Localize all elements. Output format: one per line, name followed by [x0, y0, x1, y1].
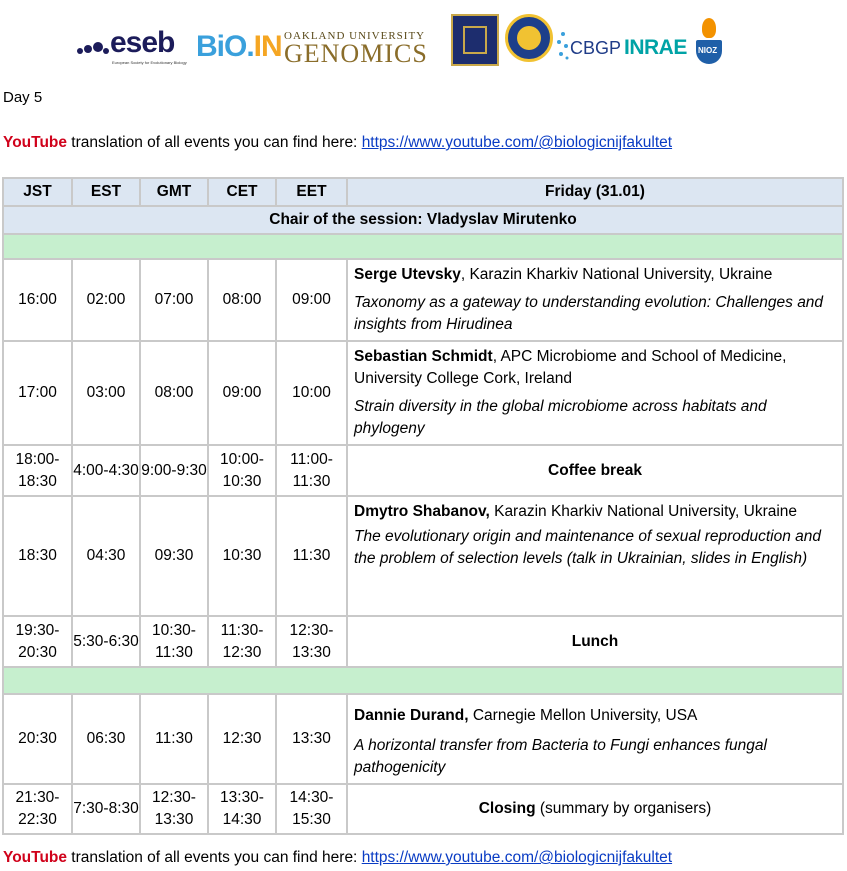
time-gmt: 09:30 [140, 496, 208, 616]
table-row [3, 259, 843, 341]
oakland-bottom-text: GENOMICS [284, 39, 428, 68]
speaker-name: Serge Utevsky [354, 266, 461, 283]
eseb-dots-icon [76, 40, 110, 56]
talk-cell [347, 259, 843, 341]
coffee-break-cell: Coffee break [347, 445, 843, 496]
nioz-logo [694, 18, 724, 66]
youtube-notice-text: translation of all events you can find here: [67, 134, 362, 151]
time-cet: 10:30 [208, 496, 276, 616]
time-jst: 18:00-18:30 [3, 445, 72, 496]
cbgp-wordmark: CBGP [570, 38, 622, 58]
time-cet: 11:30-12:30 [208, 616, 276, 667]
time-gmt: 11:30 [140, 694, 208, 784]
time-est: 02:00 [72, 259, 140, 341]
youtube-notice-bottom [3, 849, 672, 867]
time-cet: 13:30-14:30 [208, 784, 276, 834]
speaker-affiliation: Karazin Kharkiv National University, Ukraine [489, 503, 798, 520]
col-header-jst: JST [3, 178, 72, 206]
table-row [3, 445, 843, 496]
chair-row [3, 206, 843, 234]
time-gmt: 07:00 [140, 259, 208, 341]
cbgp-logo [556, 28, 620, 64]
crest-logo-icon [451, 14, 499, 66]
bioin-wordmark-b: IN [253, 30, 282, 63]
closing-label: Closing [478, 800, 536, 817]
time-gmt: 9:00-9:30 [140, 445, 208, 496]
time-eet: 10:00 [276, 341, 347, 445]
table-row [3, 784, 843, 834]
bioin-wordmark-a: BiO. [196, 30, 254, 63]
table-row [3, 616, 843, 667]
time-eet: 12:30-13:30 [276, 616, 347, 667]
time-eet: 14:30-15:30 [276, 784, 347, 834]
oakland-genomics-logo [284, 30, 448, 66]
col-header-cet: CET [208, 178, 276, 206]
time-jst: 18:30 [3, 496, 72, 616]
time-eet: 09:00 [276, 259, 347, 341]
youtube-brand: YouTube [3, 134, 67, 151]
col-header-gmt: GMT [140, 178, 208, 206]
speaker-name: Dannie Durand, [354, 707, 469, 724]
time-cet: 09:00 [208, 341, 276, 445]
talk-title: Taxonomy as a gateway to understanding evolution: Challenges and insights from Hirudinea [354, 294, 824, 333]
talk-title: The evolutionary origin and maintenance of sexual reproduction and the problem of selection levels (talk in Ukrainian, slides in English) [354, 528, 822, 567]
youtube-channel-link[interactable]: https://www.youtube.com/@biologicnijfakultet [361, 849, 673, 866]
schedule-table [2, 177, 844, 835]
time-gmt: 08:00 [140, 341, 208, 445]
time-gmt: 12:30-13:30 [140, 784, 208, 834]
talk-cell [347, 496, 843, 616]
closing-note: (summary by organisers) [535, 800, 712, 817]
talk-title: A horizontal transfer from Bacteria to Fungi enhances fungal pathogenicity [354, 737, 767, 776]
time-est: 5:30-6:30 [72, 616, 140, 667]
time-cet: 10:00-10:30 [208, 445, 276, 496]
oakland-top-text: OAKLAND UNIVERSITY [284, 30, 426, 42]
time-jst: 20:30 [3, 694, 72, 784]
talk-title: Strain diversity in the global microbiome across habitats and phylogeny [354, 398, 767, 437]
time-eet: 11:30 [276, 496, 347, 616]
time-jst: 21:30-22:30 [3, 784, 72, 834]
col-header-est: EST [72, 178, 140, 206]
sponsor-logos [0, 0, 847, 80]
col-header-day: Friday (31.01) [347, 178, 843, 206]
youtube-notice-top [3, 134, 672, 152]
time-gmt: 10:30-11:30 [140, 616, 208, 667]
bioin-logo [196, 30, 282, 64]
table-row [3, 341, 843, 445]
time-est: 06:30 [72, 694, 140, 784]
table-row [3, 496, 843, 616]
col-header-eet: EET [276, 178, 347, 206]
time-est: 4:00-4:30 [72, 445, 140, 496]
time-cet: 12:30 [208, 694, 276, 784]
time-jst: 16:00 [3, 259, 72, 341]
time-eet: 11:00-11:30 [276, 445, 347, 496]
speaker-affiliation: , Karazin Kharkiv National University, Ukraine [460, 266, 773, 283]
speaker-name: Sebastian Schmidt [354, 348, 493, 365]
table-row [3, 694, 843, 784]
lunch-cell: Lunch [347, 616, 843, 667]
speaker-name: Dmytro Shabanov, [354, 503, 490, 520]
eseb-tagline: European Society for Evolutionary Biology [112, 60, 187, 65]
spacer-row [3, 234, 843, 259]
time-est: 7:30-8:30 [72, 784, 140, 834]
session-chair: Chair of the session: Vladyslav Mirutenko [3, 206, 843, 234]
youtube-channel-link[interactable]: https://www.youtube.com/@biologicnijfakultet [361, 134, 673, 151]
time-est: 04:30 [72, 496, 140, 616]
time-jst: 17:00 [3, 341, 72, 445]
talk-cell [347, 694, 843, 784]
speaker-affiliation: , APC Microbiome and School of Medicine, University College Cork, Ireland [354, 348, 787, 387]
time-est: 03:00 [72, 341, 140, 445]
cbgp-dots-icon [556, 28, 570, 64]
nioz-wordmark: NIOZ [698, 46, 718, 55]
youtube-notice-text: translation of all events you can find here: [67, 849, 362, 866]
closing-cell [347, 784, 843, 834]
flame-icon [702, 18, 716, 38]
inrae-logo: INRAE [624, 36, 687, 59]
time-jst: 19:30-20:30 [3, 616, 72, 667]
talk-cell [347, 341, 843, 445]
day-label: Day 5 [3, 89, 43, 106]
youtube-brand: YouTube [3, 849, 67, 866]
eseb-logo [76, 26, 192, 66]
university-seal-icon [505, 14, 553, 62]
time-eet: 13:30 [276, 694, 347, 784]
eseb-wordmark: eseb [110, 26, 175, 59]
spacer-row [3, 667, 843, 694]
table-header-row [3, 178, 843, 206]
speaker-affiliation: Carnegie Mellon University, USA [468, 707, 698, 724]
time-cet: 08:00 [208, 259, 276, 341]
